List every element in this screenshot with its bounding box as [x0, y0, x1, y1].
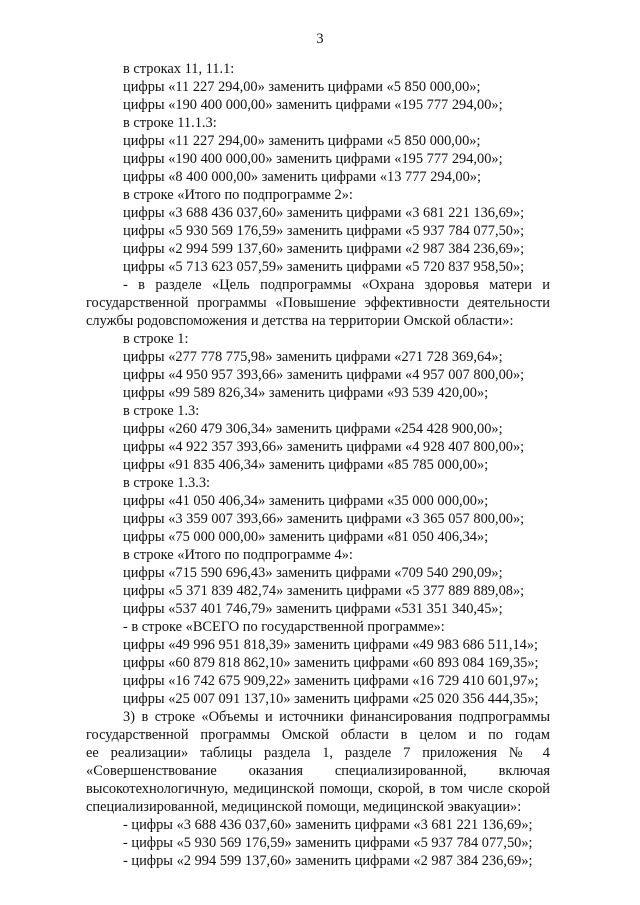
text-line: цифры «5 930 569 176,59» заменить цифрами «5 937 784 077,50»; — [123, 223, 525, 239]
text-line: цифры «5 371 839 482,74» заменить цифрами «5 377 889 889,08»; — [123, 583, 525, 599]
text-line: в строке 11.1.3: — [123, 115, 217, 131]
text-line: цифры «49 996 951 818,39» заменить цифрами «49 983 686 511,14»; — [123, 637, 539, 653]
text-line: цифры «3 688 436 037,60» заменить цифрами «3 681 221 136,69»; — [123, 205, 525, 221]
text-line: цифры «715 590 696,43» заменить цифрами «709 540 290,09»; — [123, 565, 503, 581]
text-line: цифры «190 400 000,00» заменить цифрами «195 777 294,00»; — [123, 151, 503, 167]
text-line: цифры «16 742 675 909,22» заменить цифрами «16 729 410 601,97»; — [123, 673, 539, 689]
text-line: службы родовспоможения и детства на территории Омской области»: — [86, 313, 514, 329]
text-line: высокотехнологичную, медицинской помощи, скорой, в том числе скорой — [86, 781, 550, 797]
text-line: государственной программы «Повышение эффективности деятельности — [86, 295, 550, 311]
text-line: специализированной, медицинской помощи, медицинской эвакуации»: — [86, 799, 522, 815]
text-line: цифры «4 950 957 393,66» заменить цифрами «4 957 007 800,00»; — [123, 367, 525, 383]
text-line: цифры «11 227 294,00» заменить цифрами «5 850 000,00»; — [123, 79, 481, 95]
text-line: цифры «75 000 000,00» заменить цифрами «81 050 406,34»; — [123, 529, 489, 545]
text-line: цифры «8 400 000,00» заменить цифрами «13 777 294,00»; — [123, 169, 481, 185]
text-line: в строке 1.3.3: — [123, 475, 211, 491]
text-line: государственной программы Омской области в целом и по годам — [86, 727, 550, 743]
text-line: в строке 1: — [123, 331, 189, 347]
text-line: цифры «537 401 746,79» заменить цифрами «531 351 340,45»; — [123, 601, 503, 617]
text-line: цифры «60 879 818 862,10» заменить цифрами «60 893 084 169,35»; — [123, 655, 539, 671]
text-line: цифры «4 922 357 393,66» заменить цифрами «4 928 407 800,00»; — [123, 439, 525, 455]
text-line: «Совершенствование оказания специализированной, включая — [86, 763, 550, 779]
text-line: цифры «99 589 826,34» заменить цифрами «93 539 420,00»; — [123, 385, 489, 401]
text-line: в строках 11, 11.1: — [123, 61, 235, 77]
text-line: в строке «Итого по подпрограмме 4»: — [123, 547, 353, 563]
text-line: - цифры «2 994 599 137,60» заменить цифрами «2 987 384 236,69»; — [123, 853, 533, 869]
text-line: цифры «25 007 091 137,10» заменить цифрами «25 020 356 444,35»; — [123, 691, 539, 707]
text-line: цифры «5 713 623 057,59» заменить цифрами «5 720 837 958,50»; — [123, 259, 525, 275]
text-line: 3) в строке «Объемы и источники финансирования подпрограммы — [123, 709, 550, 725]
text-line: в строке 1.3: — [123, 403, 200, 419]
text-line: цифры «2 994 599 137,60» заменить цифрами «2 987 384 236,69»; — [123, 241, 525, 257]
text-line: - в разделе «Цель подпрограммы «Охрана здоровья матери и — [123, 277, 550, 293]
text-line: цифры «3 359 007 393,66» заменить цифрами «3 365 057 800,00»; — [123, 511, 525, 527]
text-line: в строке «Итого по подпрограмме 2»: — [123, 187, 353, 203]
text-line: цифры «190 400 000,00» заменить цифрами «195 777 294,00»; — [123, 97, 503, 113]
text-line: цифры «260 479 306,34» заменить цифрами «254 428 900,00»; — [123, 421, 503, 437]
text-line: цифры «41 050 406,34» заменить цифрами «35 000 000,00»; — [123, 493, 489, 509]
text-line: цифры «11 227 294,00» заменить цифрами «5 850 000,00»; — [123, 133, 481, 149]
text-line: цифры «277 778 775,98» заменить цифрами «271 728 369,64»; — [123, 349, 503, 365]
text-line: цифры «91 835 406,34» заменить цифрами «85 785 000,00»; — [123, 457, 489, 473]
page-number: 3 — [316, 31, 324, 47]
text-line: - цифры «3 688 436 037,60» заменить цифрами «3 681 221 136,69»; — [123, 817, 533, 833]
text-line: - в строке «ВСЕГО по государственной программе»: — [123, 619, 445, 635]
text-line: - цифры «5 930 569 176,59» заменить цифрами «5 937 784 077,50»; — [123, 835, 533, 851]
text-line: ее реализации» таблицы раздела 1, разделе 7 приложения № 4 — [86, 745, 550, 761]
